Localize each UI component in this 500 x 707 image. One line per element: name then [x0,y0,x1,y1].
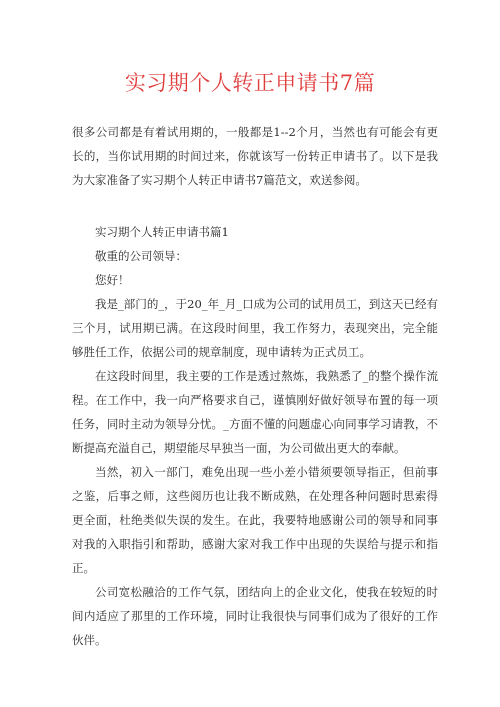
body-paragraph-3: 当然，初入一部门，难免出现一些小差小错须要领导指正，但前事之鉴，后事之师，这些阅历也让我不断成熟，在处理各种问题时思索得更全面，杜绝类似失误的发生。在此，我要特地感谢公司的领导和同事对我的入职指引和帮助，感谢大家对我工作中出现的失误给与提示和指正。 [72,465,438,575]
document-body [72,220,438,652]
document-title: 实习期个人转正申请书7篇 [124,71,376,95]
intro-paragraph: 很多公司都是有着试用期的，一般都是1--2个月，当然也有可能会有更长的，当你试用期的时间过来，你就该写一份转正申请书了。以下是我为大家准备了实习期个人转正申请书7篇范文，欢送参阅。 [72,125,438,187]
salutation: 敬重的公司领导： [95,249,187,263]
body-paragraph-4: 公司宽松融洽的工作气氛，团结向上的企业文化，使我在较短的时间内适应了那里的工作环境，同时让我很快与同事们成为了很好的工作伙伴。 [72,585,438,647]
body-paragraph-1: 我是_部门的_，于20_年_月_口成为公司的试用员工，到这天已经有三个月，试用期已满。在这段时间里，我工作努力，表现突出，完全能够胜任工作，依据公司的规章制度，现申请转为正式员工。 [72,297,438,359]
body-paragraph-2: 在这段时间里，我主要的工作是透过熬炼，我熟悉了_的整个操作流程。在工作中，我一向严格要求自己，谨慎刚好做好领导布置的每一项任务，同时主动为领导分忧。_方面不懂的问题虚心向同事学习请教，不断提高充溢自己，期望能尽早独当一面，为公司做出更大的奉献。 [72,369,438,455]
greeting: 您好！ [95,273,130,287]
section-heading: 实习期个人转正申请书篇1 [95,225,229,239]
